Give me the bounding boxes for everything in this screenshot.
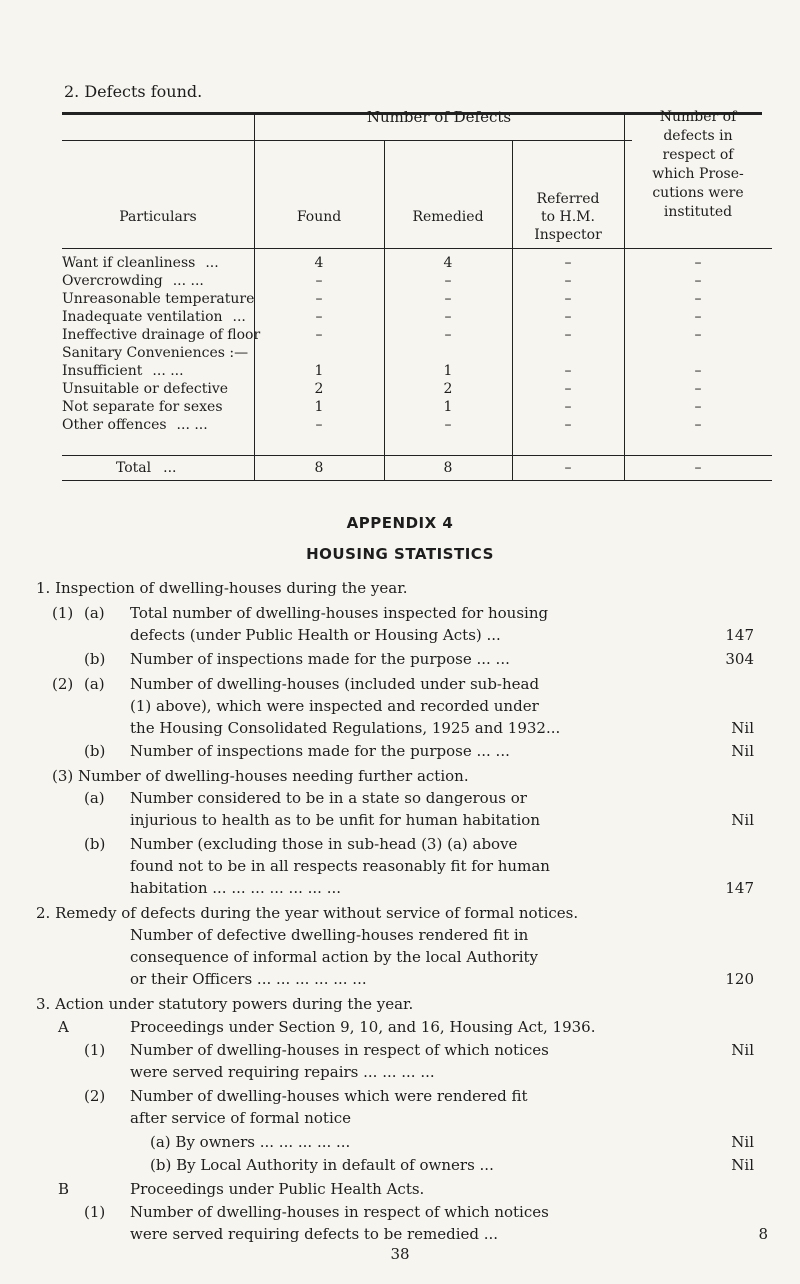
statistic-value: Nil bbox=[731, 1041, 754, 1059]
row-prosecutions-value: – bbox=[694, 291, 702, 307]
appendix-line: (a) bbox=[84, 675, 105, 693]
appendix-line: (1) bbox=[84, 1041, 106, 1059]
appendix-line: Proceedings under Public Health Acts. bbox=[130, 1180, 425, 1198]
row-label-text: Overcrowding bbox=[62, 273, 163, 289]
group-rule bbox=[62, 140, 632, 141]
defects-table bbox=[62, 108, 772, 492]
row-referred-value: – bbox=[564, 363, 572, 379]
appendix-line: habitation ... ... ... ... ... ... ... bbox=[130, 879, 341, 897]
statistic-value: 120 bbox=[725, 970, 754, 988]
row-label-text: Sanitary Conveniences :— bbox=[62, 345, 249, 361]
table-row bbox=[62, 417, 772, 435]
row-referred-value: – bbox=[564, 381, 572, 397]
row-remedied-value: – bbox=[444, 327, 452, 343]
appendix-line: (1) bbox=[84, 1203, 106, 1221]
row-label bbox=[62, 327, 270, 343]
total-label-text: Total bbox=[116, 460, 152, 476]
header-prosecutions: Number of defects in respect of which Prose- cutions were instituted bbox=[652, 109, 744, 220]
appendix-line: (1) above), which were inspected and recorded under bbox=[130, 697, 539, 715]
table-row bbox=[62, 255, 772, 273]
appendix-line: Number of dwelling-houses in respect of which notices bbox=[130, 1203, 549, 1221]
appendix-line: found not to be in all respects reasonably fit for human bbox=[130, 857, 550, 875]
total-row bbox=[62, 460, 772, 478]
appendix-line: A bbox=[58, 1018, 69, 1036]
row-label-text: Ineffective drainage of floor bbox=[62, 327, 261, 343]
appendix-line: after service of formal notice bbox=[130, 1109, 352, 1127]
appendix-line: (b) bbox=[84, 742, 106, 760]
row-label bbox=[62, 381, 238, 397]
appendix-line: Number of inspections made for the purpose ... ... bbox=[130, 650, 510, 668]
appendix-line: 3. Action under statutory powers during the year. bbox=[36, 995, 414, 1013]
row-remedied-value: – bbox=[444, 291, 452, 307]
row-remedied-value: – bbox=[444, 417, 452, 433]
row-found-value: 2 bbox=[314, 381, 324, 397]
header-bottom-rule bbox=[62, 248, 772, 249]
statistic-value: 147 bbox=[725, 626, 754, 644]
row-label bbox=[62, 255, 219, 271]
row-label-text: Insufficient bbox=[62, 363, 143, 379]
page-number: 38 bbox=[390, 1245, 410, 1263]
appendix-line: 1. Inspection of dwelling-houses during the year. bbox=[36, 579, 408, 597]
appendix-title: APPENDIX 4 bbox=[346, 514, 454, 532]
appendix-line: injurious to health as to be unfit for human habitation bbox=[130, 811, 540, 829]
row-label bbox=[62, 363, 184, 379]
appendix-line: (a) bbox=[84, 604, 105, 622]
row-prosecutions-value: – bbox=[694, 255, 702, 271]
row-leader-dots: ... ... bbox=[172, 273, 204, 289]
row-prosecutions-value: – bbox=[694, 273, 702, 289]
row-found-value: – bbox=[315, 273, 323, 289]
table-row bbox=[62, 309, 772, 327]
appendix-line: Number (excluding those in sub-head (3) (a) above bbox=[130, 835, 518, 853]
total-referred-value: – bbox=[564, 460, 572, 476]
row-label-text: Want if cleanliness bbox=[62, 255, 196, 271]
appendix-subtitle: HOUSING STATISTICS bbox=[306, 545, 494, 563]
appendix-line: Number of dwelling-houses in respect of which notices bbox=[130, 1041, 549, 1059]
row-label-text: Unsuitable or defective bbox=[62, 381, 229, 397]
appendix-line: (b) bbox=[84, 835, 106, 853]
appendix-line: or their Officers ... ... ... ... ... ... bbox=[130, 970, 367, 988]
appendix-line: (a) By owners ... ... ... ... ... bbox=[150, 1133, 351, 1151]
row-prosecutions-value: – bbox=[694, 309, 702, 325]
table-row bbox=[62, 381, 772, 399]
row-label-text: Unreasonable temperature bbox=[62, 291, 255, 307]
appendix-line: B bbox=[58, 1180, 70, 1198]
row-remedied-value: – bbox=[444, 273, 452, 289]
appendix-line: Number considered to be in a state so dangerous or bbox=[130, 789, 527, 807]
appendix-line: 2. Remedy of defects during the year without service of formal notices. bbox=[36, 904, 579, 922]
table-row bbox=[62, 345, 772, 363]
row-label bbox=[62, 345, 258, 361]
table-row bbox=[62, 399, 772, 417]
row-remedied-value: 4 bbox=[443, 255, 453, 271]
row-leader-dots: ... bbox=[205, 255, 219, 271]
total-top-rule bbox=[62, 455, 772, 456]
row-referred-value: – bbox=[564, 327, 572, 343]
row-found-value: – bbox=[315, 309, 323, 325]
statistic-value: 304 bbox=[725, 650, 754, 668]
row-found-value: 1 bbox=[314, 399, 324, 415]
statistic-value: Nil bbox=[731, 742, 754, 760]
row-prosecutions-value: – bbox=[694, 327, 702, 343]
appendix-line: (1) bbox=[52, 604, 74, 622]
appendix-line: consequence of informal action by the local Authority bbox=[130, 948, 539, 966]
total-bottom-rule bbox=[62, 480, 772, 481]
total-prosecutions-value: – bbox=[694, 460, 702, 476]
row-found-value: 4 bbox=[314, 255, 324, 271]
row-label bbox=[62, 273, 204, 289]
appendix-line: (b) By Local Authority in default of owners ... bbox=[150, 1156, 494, 1174]
row-remedied-value: 1 bbox=[443, 363, 453, 379]
row-label bbox=[62, 309, 246, 325]
appendix-line: (a) bbox=[84, 789, 105, 807]
row-label-text: Other offences bbox=[62, 417, 167, 433]
row-label-text: Not separate for sexes bbox=[62, 399, 223, 415]
section-title: 2. Defects found. bbox=[64, 82, 203, 101]
table-row bbox=[62, 291, 772, 309]
appendix-line: were served requiring defects to be remedied ... bbox=[130, 1225, 499, 1243]
total-leader-dots: ... bbox=[163, 460, 177, 476]
appendix-line: Number of defective dwelling-houses rendered fit in bbox=[130, 926, 529, 944]
total-found-value: 8 bbox=[314, 460, 324, 476]
header-particulars: Particulars bbox=[119, 209, 197, 225]
row-referred-value: – bbox=[564, 273, 572, 289]
header-remedied: Remedied bbox=[412, 209, 484, 225]
row-leader-dots: ... bbox=[232, 309, 246, 325]
row-found-value: – bbox=[315, 417, 323, 433]
statistic-value: 147 bbox=[725, 879, 754, 897]
row-remedied-value: 2 bbox=[443, 381, 453, 397]
row-prosecutions-value: – bbox=[694, 381, 702, 397]
row-label bbox=[62, 399, 233, 415]
appendix-line: Number of dwelling-houses which were rendered fit bbox=[130, 1087, 528, 1105]
header-referred: Referred to H.M. Inspector bbox=[534, 191, 602, 243]
statistic-value: Nil bbox=[731, 1133, 754, 1151]
row-label-text: Inadequate ventilation bbox=[62, 309, 223, 325]
header-found: Found bbox=[296, 209, 342, 225]
row-remedied-value: 1 bbox=[443, 399, 453, 415]
row-prosecutions-value: – bbox=[694, 363, 702, 379]
appendix-line: Number of dwelling-houses (included under sub-head bbox=[130, 675, 540, 693]
total-label bbox=[116, 460, 177, 476]
row-leader-dots: ... ... bbox=[152, 363, 184, 379]
appendix-line: (3) Number of dwelling-houses needing further action. bbox=[52, 767, 469, 785]
row-found-value: – bbox=[315, 291, 323, 307]
row-referred-value: – bbox=[564, 255, 572, 271]
table-row bbox=[62, 363, 772, 381]
header-number-of-defects: Number of Defects bbox=[366, 108, 512, 126]
row-prosecutions-value: – bbox=[694, 417, 702, 433]
appendix-line: the Housing Consolidated Regulations, 1925 and 1932... bbox=[130, 719, 561, 737]
statistic-value: Nil bbox=[731, 811, 754, 829]
table-row bbox=[62, 327, 772, 345]
total-remedied-value: 8 bbox=[443, 460, 453, 476]
row-found-value: – bbox=[315, 327, 323, 343]
row-label bbox=[62, 417, 208, 433]
appendix-line: (b) bbox=[84, 650, 106, 668]
table-row bbox=[62, 273, 772, 291]
row-referred-value: – bbox=[564, 291, 572, 307]
row-referred-value: – bbox=[564, 399, 572, 415]
statistic-value: Nil bbox=[731, 719, 754, 737]
statistic-value: Nil bbox=[731, 1156, 754, 1174]
appendix-line: were served requiring repairs ... ... ... ... bbox=[130, 1063, 435, 1081]
appendix-line: Total number of dwelling-houses inspected for housing bbox=[130, 604, 549, 622]
row-label bbox=[62, 291, 264, 307]
row-referred-value: – bbox=[564, 417, 572, 433]
appendix-line: defects (under Public Health or Housing Acts) ... bbox=[130, 626, 501, 644]
row-referred-value: – bbox=[564, 309, 572, 325]
row-prosecutions-value: – bbox=[694, 399, 702, 415]
statistic-value: 8 bbox=[758, 1225, 768, 1243]
row-leader-dots: ... ... bbox=[176, 417, 208, 433]
row-found-value: 1 bbox=[314, 363, 324, 379]
appendix-line: Number of inspections made for the purpose ... ... bbox=[130, 742, 510, 760]
appendix-line: Proceedings under Section 9, 10, and 16, Housing Act, 1936. bbox=[130, 1018, 596, 1036]
appendix-line: (2) bbox=[52, 675, 74, 693]
row-remedied-value: – bbox=[444, 309, 452, 325]
appendix-line: (2) bbox=[84, 1087, 106, 1105]
